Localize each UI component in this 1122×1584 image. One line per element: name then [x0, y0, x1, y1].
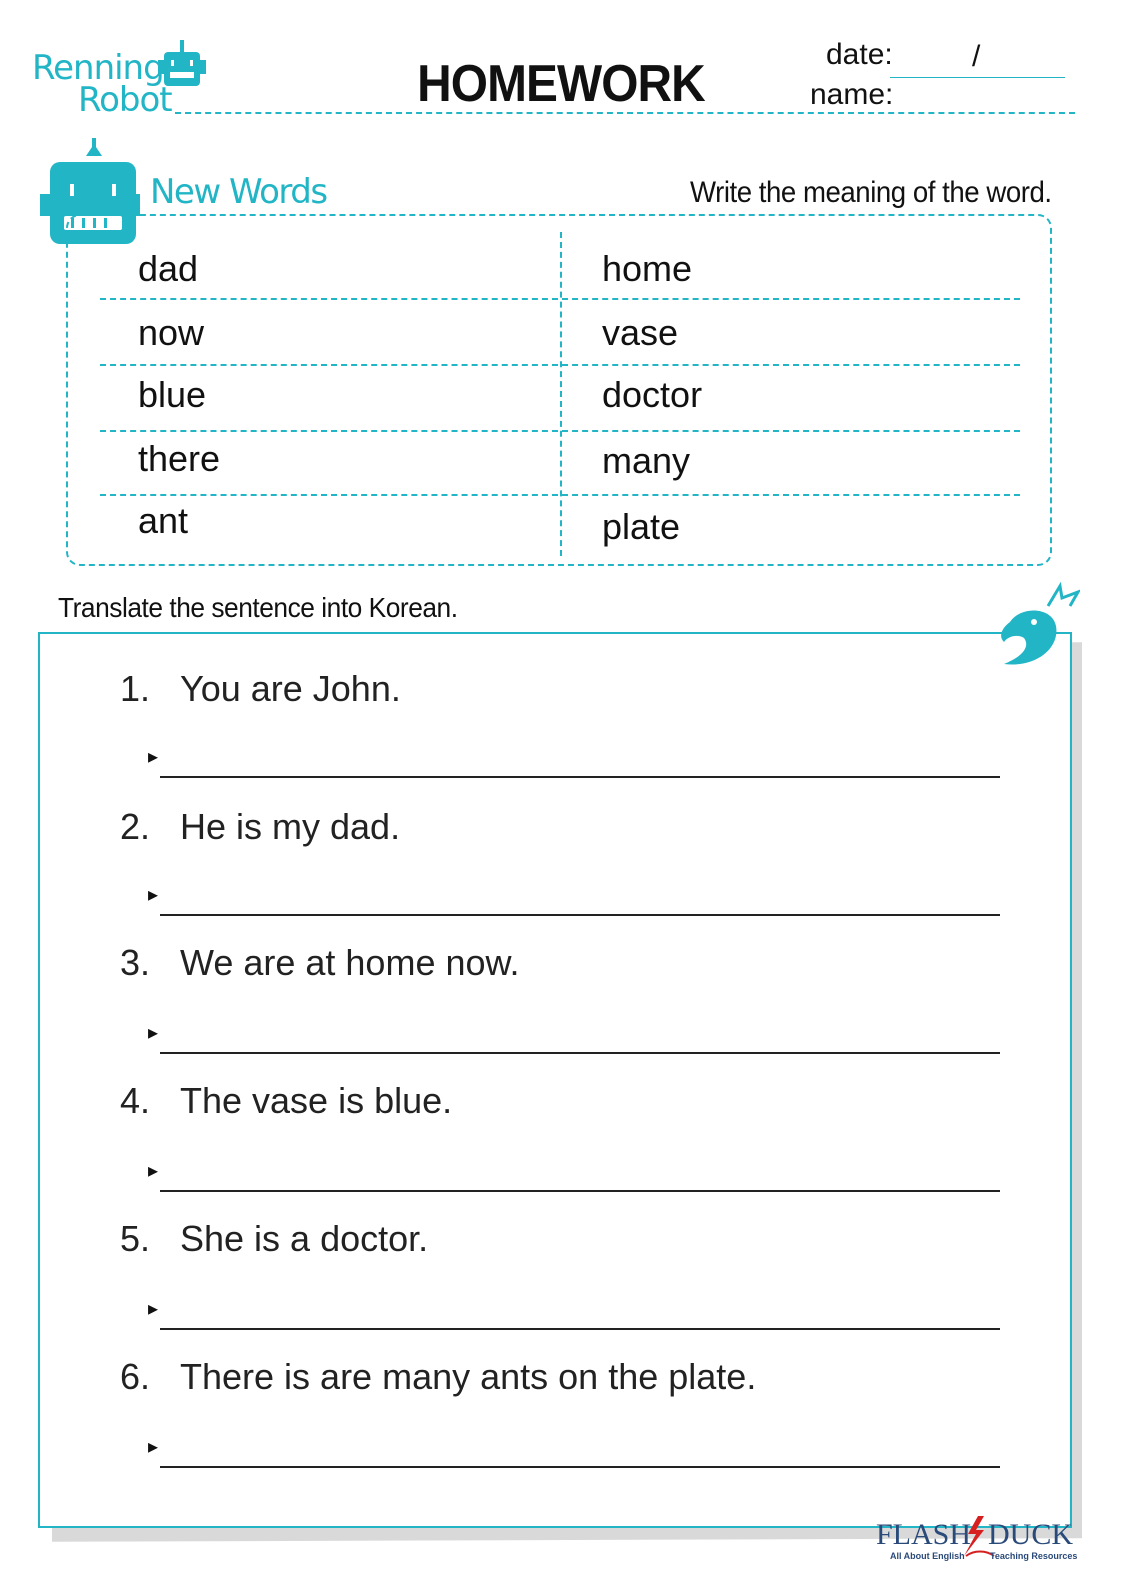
word-left: now: [138, 312, 205, 353]
new-words-title: New Words: [150, 172, 327, 212]
bird-icon: [990, 576, 1080, 676]
answer-arrow-icon: ▸: [148, 884, 159, 906]
question-number: 4.: [120, 1080, 151, 1121]
footer-tagline-right: Teaching Resources: [990, 1551, 1078, 1561]
footer-brand-duck: DUCK: [988, 1518, 1074, 1551]
date-separator: /: [972, 40, 981, 73]
answer-line[interactable]: [160, 1052, 1000, 1054]
word-right: plate: [602, 506, 681, 547]
logo-text-line2: Robot: [78, 80, 172, 120]
question-text: She is a doctor.: [180, 1218, 429, 1259]
question-number: 2.: [120, 806, 151, 847]
word-left: blue: [138, 374, 207, 415]
answer-line[interactable]: [160, 1328, 1000, 1330]
answer-arrow-icon: ▸: [148, 1022, 159, 1044]
answer-arrow-icon: ▸: [148, 1436, 159, 1458]
header-divider: [175, 112, 1075, 114]
question-number: 1.: [120, 668, 151, 709]
answer-arrow-icon: ▸: [148, 746, 159, 768]
date-label: date:: [826, 38, 893, 71]
question-text: We are at home now.: [180, 942, 520, 983]
question-number: 3.: [120, 942, 151, 983]
new-words-instruction: Write the meaning of the word.: [690, 176, 1052, 209]
word-row-divider: [100, 364, 1020, 366]
footer-brand-flash: FLASH: [876, 1518, 972, 1551]
word-right: many: [602, 440, 691, 481]
word-left: ant: [138, 500, 189, 541]
word-left: there: [138, 438, 221, 479]
answer-line[interactable]: [160, 1466, 1000, 1468]
word-right: doctor: [602, 374, 703, 415]
word-row-divider: [100, 430, 1020, 432]
word-right: home: [602, 248, 693, 289]
answer-line[interactable]: [160, 776, 1000, 778]
answer-arrow-icon: ▸: [148, 1160, 159, 1182]
question-text: There is are many ants on the plate.: [180, 1356, 757, 1397]
date-field[interactable]: [890, 77, 1065, 78]
word-left: dad: [138, 248, 199, 289]
footer-tagline-left: All About English: [890, 1551, 965, 1561]
new-words-column-divider: [560, 232, 562, 556]
answer-arrow-icon: ▸: [148, 1298, 159, 1320]
logo-text-line1: Renning: [32, 48, 164, 88]
answer-line[interactable]: [160, 914, 1000, 916]
question-text: He is my dad.: [180, 806, 401, 847]
word-row-divider: [100, 298, 1020, 300]
word-right: vase: [602, 312, 679, 353]
page-title: HOMEWORK: [417, 55, 705, 113]
answer-line[interactable]: [160, 1190, 1000, 1192]
word-row-divider: [100, 494, 1020, 496]
question-number: 5.: [120, 1218, 151, 1259]
question-text: You are John.: [180, 668, 401, 709]
translation-instruction: Translate the sentence into Korean.: [58, 592, 458, 623]
question-number: 6.: [120, 1356, 151, 1397]
new-words-box: [66, 214, 1052, 566]
name-label: name:: [810, 78, 894, 111]
question-text: The vase is blue.: [180, 1080, 453, 1121]
